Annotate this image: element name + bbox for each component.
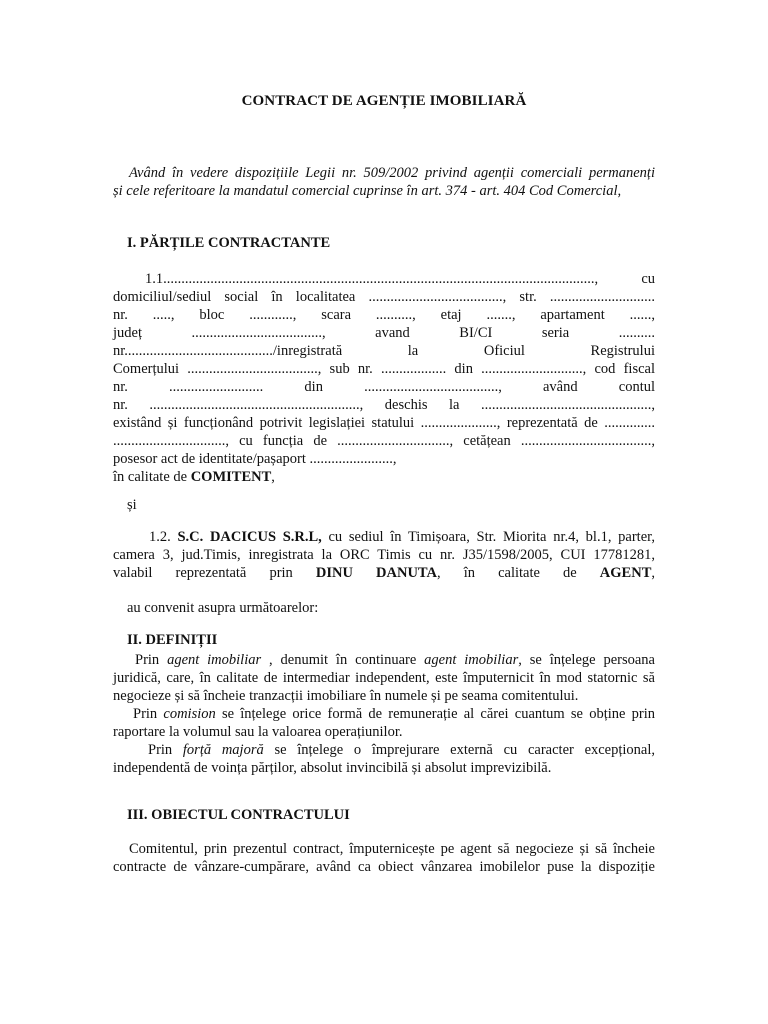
preamble-line-2: și cele referitoare la mandatul comercial cuprinse în art. 374 - art. 404 Cod Comercial, bbox=[113, 183, 622, 199]
agreement-line: au convenit asupra următoarelor: bbox=[127, 600, 319, 616]
party-1-line: Comerțului ...................................., sub nr. .................. din ............................, cod fiscal bbox=[113, 361, 655, 377]
preamble-line-1: Având în vedere dispozițiile Legii nr. 509/2002 privind agenții comerciali permanenți bbox=[129, 165, 655, 181]
party-2-line-3: valabil reprezentată prin DINU DANUTA, în calitate de AGENT, bbox=[113, 565, 655, 581]
party-2-block bbox=[113, 528, 655, 582]
party-1-line: nr. ....., bloc ............, scara .........., etaj ......., apartament ......, bbox=[113, 307, 655, 323]
definitions-block bbox=[113, 651, 655, 777]
agent-representative: DINU DANUTA bbox=[315, 565, 437, 581]
section-2-heading: II. DEFINIȚII bbox=[127, 632, 218, 648]
definition-forta-majora-line-2: independentă de voința părților, absolut invincibilă și absolut imprevizibilă. bbox=[113, 760, 552, 776]
party-1-calitate: în calitate de COMITENT, bbox=[113, 469, 275, 485]
term-agent-imobiliar: agent imobiliar bbox=[167, 652, 262, 668]
object-block bbox=[113, 840, 655, 876]
party-1-line: nr. .......................... din ....................................., având contul bbox=[113, 379, 655, 395]
section-1-heading: I. PĂRȚILE CONTRACTANTE bbox=[127, 235, 331, 251]
document-title: CONTRACT DE AGENȚIE IMOBILIARĂ bbox=[241, 93, 527, 109]
party-1-line: ..............................., cu funcția de ..............................., cetățean ...................................., bbox=[113, 433, 655, 449]
party-2-line-1: 1.2. S.C. DACICUS S.R.L, cu sediul în Timișoara, Str. Miorita nr.4, bl.1, parter, bbox=[149, 529, 656, 545]
party-1-line: domiciliul/sediul social în localitatea ....................................., str. ............................. bbox=[113, 289, 655, 305]
party-2-line-2: camera 3, jud.Timis, inregistrata la ORC Timis cu nr. J35/1598/2005, CUI 17781281, bbox=[113, 547, 655, 563]
section-3-heading: III. OBIECTUL CONTRACTULUI bbox=[127, 807, 350, 823]
object-line-1: Comitentul, prin prezentul contract, împuternicește pe agent să negocieze și să încheie bbox=[129, 841, 655, 857]
party-1-block bbox=[113, 270, 655, 486]
role-comitent: COMITENT bbox=[190, 469, 272, 485]
object-line-2: contracte de vânzare-cumpărare, având ca obiect vânzarea imobilelor puse la dispoziție bbox=[113, 859, 655, 875]
preamble bbox=[113, 164, 655, 200]
agent-company-name: S.C. DACICUS S.R.L, bbox=[177, 529, 322, 545]
term-forta-majora: forță majoră bbox=[182, 742, 264, 758]
definition-comision-line-1: Prin comision se înțelege orice formă de remunerație al cărei cuantum se obține prin bbox=[133, 706, 656, 722]
definition-agent-line-2: juridică, care, în calitate de intermediar independent, este împuternicit în mod statornic să bbox=[113, 670, 655, 686]
definition-comision-line-2: raportare la volumul sau la valoarea operațiunilor. bbox=[113, 724, 403, 740]
definition-agent-line-1: Prin agent imobiliar , denumit în continuare agent imobiliar, se înțelege persoana bbox=[135, 652, 655, 668]
party-1-line: județ ...................................., avand BI/CI seria .......... bbox=[113, 325, 655, 341]
party-1-line: 1.1......................................................................................................................., cu bbox=[145, 271, 655, 287]
party-1-line: posesor act de identitate/pașaport ......................., bbox=[113, 451, 397, 467]
party-1-line: existând și funcționând potrivit legislației statului ....................., reprezentată de .............. bbox=[113, 415, 655, 431]
term-agent-imobiliar: agent imobiliar bbox=[424, 652, 519, 668]
role-agent: AGENT bbox=[599, 565, 652, 581]
term-comision: comision bbox=[163, 706, 216, 722]
party-1-line: nr. .........................................................., deschis la ..............................................., bbox=[113, 397, 655, 413]
conjunction-si: și bbox=[127, 497, 137, 513]
definition-agent-line-3: negocieze și să încheie tranzacții imobiliare în numele și pe seama comitentului. bbox=[113, 688, 579, 704]
definition-forta-majora-line-1: Prin forță majoră se înțelege o împrejurare externă cu caracter excepțional, bbox=[148, 742, 656, 758]
party-1-line: nr........................................./inregistrată la Oficiul Registrului bbox=[113, 343, 655, 359]
